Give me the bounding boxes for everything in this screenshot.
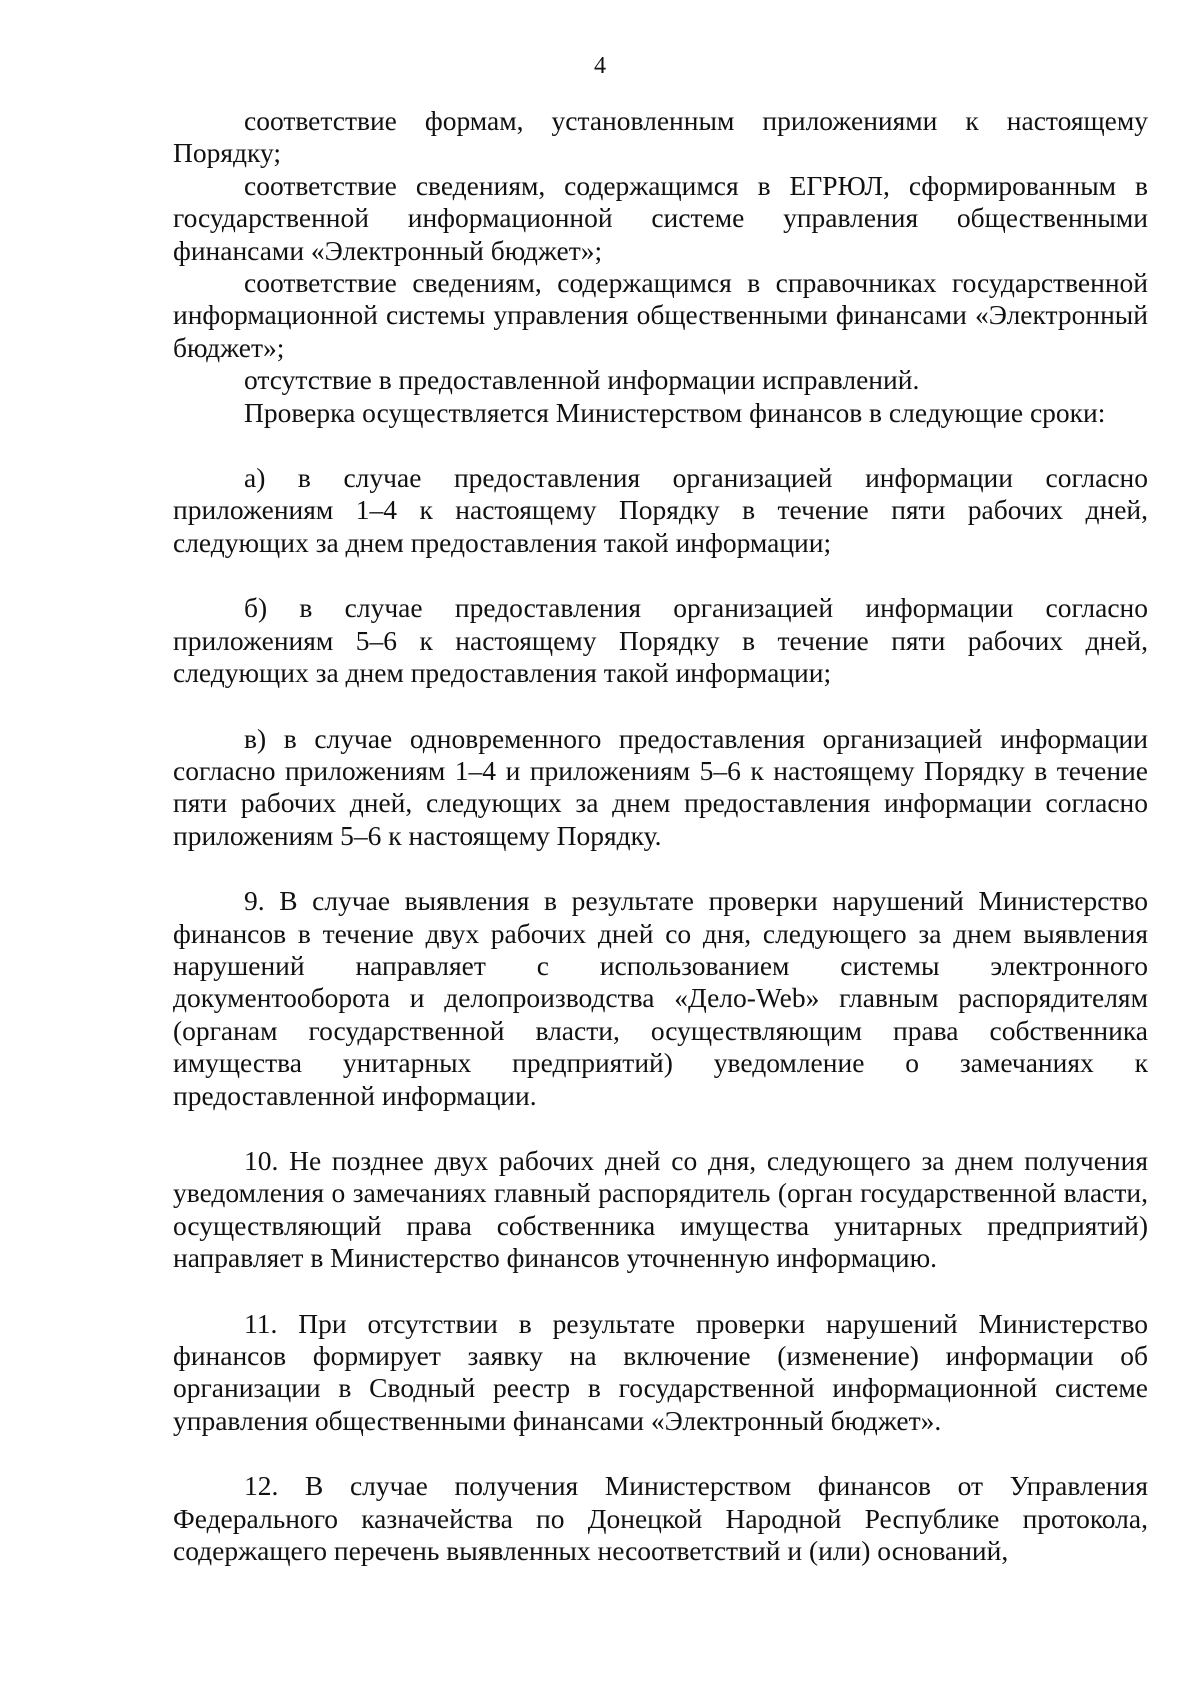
paragraph-egrul-compliance: соответствие сведениям, содержащимся в ЕГРЮЛ, сформированным в государственной информационной системе управления общественными финансами «Электронный бюджет»; — [173, 169, 1148, 266]
paragraph-section-9: 9. В случае выявления в результате проверки нарушений Министерство финансов в течение двух рабочих дней со дня, следующего за днем выявления нарушений направляет с использованием системы электронного документооборота и делопроизводства «Дело-Web» главным распорядителям (органам государственной власти, осуществляющим права собственника имущества унитарных предприятий) уведомление о замечаниях к предоставленной информации. — [173, 885, 1148, 1111]
paragraph-item-a: а) в случае предоставления организацией информации согласно приложениям 1–4 к настоящему Порядку в течение пяти рабочих дней, следующих за днем предоставления такой информации; — [173, 462, 1148, 558]
page-number: 4 — [594, 53, 606, 79]
paragraph-directories-compliance: соответствие сведениям, содержащимся в справочниках государственной информационной системы управления общественными финансами «Электронный бюджет»; — [173, 267, 1148, 363]
paragraph-item-b: б) в случае предоставления организацией информации согласно приложениям 5–6 к настоящему Порядку в течение пяти рабочих дней, следующих за днем предоставления такой информации; — [173, 592, 1148, 689]
paragraph-check-deadlines: Проверка осуществляется Министерством финансов в следующие сроки: — [244, 396, 1106, 428]
paragraph-section-12: 12. В случае получения Министерством финансов от Управления Федерального казначейства по Донецкой Народной Республике протокола, содержащего перечень выявленных несоответствий и (или) оснований, — [173, 1470, 1148, 1567]
paragraph-section-10: 10. Не позднее двух рабочих дней со дня, следующего за днем получения уведомления о замечаниях главный распорядитель (орган государственной власти, осуществляющий права собственника имущества унитарных предприятий) направляет в Министерство финансов уточненную информацию. — [173, 1144, 1148, 1274]
document-body — [173, 105, 1148, 1567]
paragraph-item-v: в) в случае одновременного предоставления организацией информации согласно приложениям 1–4 и приложениям 5–6 к настоящему Порядку в течение пяти рабочих дней, следующих за днем предоставления информации согласно приложениям 5–6 к настоящему Порядку. — [173, 722, 1148, 851]
paragraph-no-corrections: отсутствие в предоставленной информации исправлений. — [244, 364, 920, 396]
paragraph-section-11: 11. При отсутствии в результате проверки нарушений Министерство финансов формирует заявку на включение (изменение) информации об организации в Сводный реестр в государственной информационной системе управления общественными финансами «Электронный бюджет». — [173, 1307, 1148, 1436]
paragraph-forms-compliance: соответствие формам, установленным приложениями к настоящему Порядку; — [173, 105, 1148, 169]
